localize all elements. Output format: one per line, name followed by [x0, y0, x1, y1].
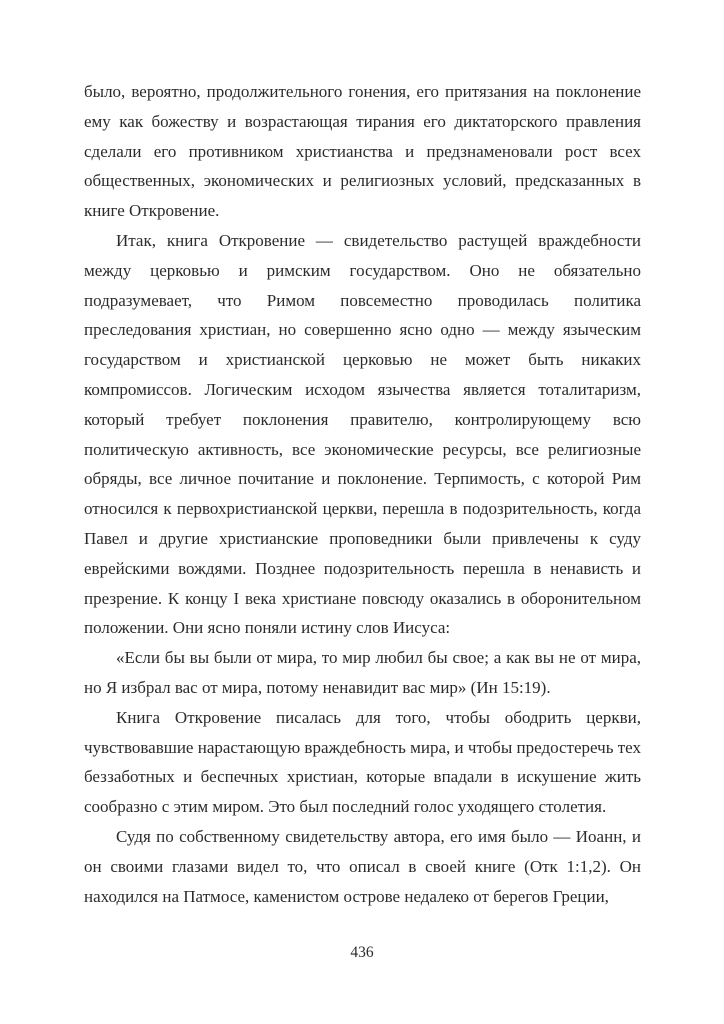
paragraph-purpose-of-book: Книга Откровение писалась для того, чтобы ободрить церкви, чувствовавшие нарастающую враждебность мира, и чтобы предостеречь тех беззаботных и беспечных христиан, которые впадали в искушение жить сообразно с этим миром. Это был последний голос уходящего столетия.: [84, 707, 641, 817]
paragraph-scripture-quote: «Если бы вы были от мира, то мир любил бы свое; а как вы не от мира, но Я избрал вас от мира, потому ненавидит вас мир» (Ин 15:19).: [84, 648, 641, 697]
paragraph-revelation-hostility: Итак, книга Откровение — свидетельство растущей враждебности между церковью и римским государством. Оно не обязательно подразумевает, что Римом повсеместно проводилась политика преследования христиан, но совершенно ясно одно — между языческим государством и христианской церковью не может быть никаких компромиссов. Логическим исходом язычества является тоталитаризм, который требует поклонения правителю, контролирующему всю политическую активность, все экономические ресурсы, все религиозные обряды, все личное почитание и поклонение. Терпимость, с которой Рим относился к первохристианской церкви, перешла в подозрительность, когда Павел и другие христианские проповедники были привлечены к суду еврейскими вождями. Позднее подозрительность перешла в ненависть и презрение. К концу I века христиане повсюду оказались в оборонительном положении. Они ясно поняли истину слов Иисуса:: [84, 230, 641, 638]
text-block: [84, 77, 641, 911]
paragraph-continuation: было, вероятно, продолжительного гонения, его притязания на поклонение ему как божеству и возрастающая тирания его диктаторского правления сделали его противником христианства и предзнаменовали рост всех общественных, экономических и религиозных условий, предсказанных в книге Откровение.: [84, 82, 641, 221]
paragraph-author-john: Судя по собственному свидетельству автора, его имя было — Иоанн, и он своими глазами видел то, что описал в своей книге (Отк 1:1,2). Он находился на Патмосе, каменистом острове недалеко от берегов Греции,: [84, 826, 641, 906]
page-number: 436: [350, 944, 374, 961]
